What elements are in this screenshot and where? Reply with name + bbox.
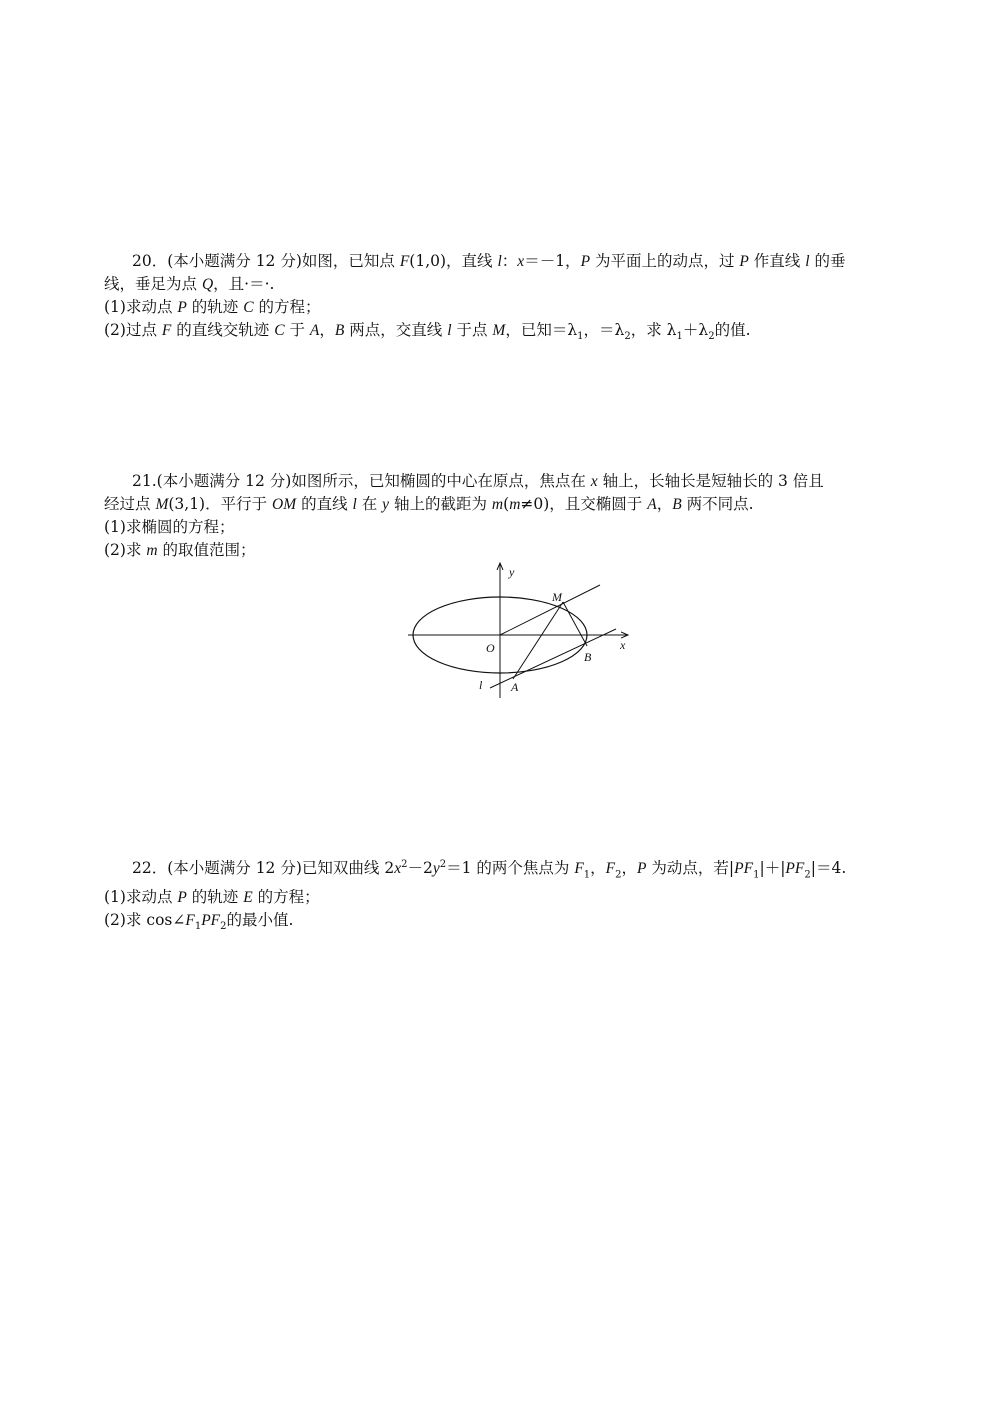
var-P: P (177, 889, 187, 907)
text: ，已知＝λ (505, 321, 578, 339)
subscript: 2 (708, 331, 715, 343)
problem-22 (104, 853, 904, 938)
var-y: y (382, 496, 390, 513)
problem-21-line-1 (104, 470, 904, 493)
ellipse-figure (400, 560, 640, 700)
label-A: A (511, 680, 519, 694)
var-P: P (177, 299, 187, 316)
text: (1)求动点 (104, 888, 178, 907)
var-A: A (309, 322, 320, 339)
subscript: 2 (804, 869, 811, 881)
var-Q: Q (201, 276, 214, 293)
text: 轴上，长轴长是短轴长的 3 倍且 (597, 472, 824, 490)
text: 于 (284, 321, 310, 339)
problem-20 (104, 250, 904, 348)
text: 经过点 (104, 495, 156, 513)
var-F: F (605, 860, 616, 878)
problem-20-line-2 (104, 273, 904, 296)
problem-21 (104, 470, 904, 562)
var-PF: PF (785, 860, 805, 878)
var-F: F (161, 322, 172, 339)
text: ＝1 的两个焦点为 (446, 859, 575, 878)
problem-21-question-2 (104, 539, 904, 562)
text: |＋| (759, 859, 786, 878)
var-m: m (491, 496, 504, 513)
var-C: C (243, 299, 254, 316)
var-F: F (574, 860, 584, 878)
problem-21-question-1 (104, 516, 904, 539)
problem-22-question-2 (104, 909, 904, 938)
text: ， (319, 321, 335, 339)
subscript: 1 (676, 331, 683, 343)
subscript: 2 (220, 921, 227, 933)
label-O: O (486, 641, 495, 655)
text: 作直线 (748, 252, 806, 270)
text: ， (590, 859, 606, 878)
text: (1)求动点 (104, 298, 178, 316)
text: 的直线 (296, 495, 353, 513)
var-PF: PF (734, 860, 754, 878)
text: －2 (407, 859, 433, 878)
text: ， (621, 859, 638, 878)
var-OM: OM (272, 496, 297, 513)
var-C: C (274, 322, 285, 339)
text: |＝4. (810, 859, 847, 878)
text: ( (503, 495, 510, 513)
label-l: l (479, 678, 483, 692)
var-l: l (447, 322, 452, 339)
text: 两点，交直线 (344, 321, 448, 339)
text: 的轨迹 (186, 888, 244, 907)
problem-20-question-1 (104, 296, 904, 319)
text: 20．(本小题满分 12 分)如图，已知点 (132, 252, 400, 270)
var-F: F (185, 912, 195, 930)
text: (2)过点 (104, 321, 162, 339)
text: 21.(本小题满分 12 分)如图所示，已知椭圆的中心在原点，焦点在 (132, 472, 591, 490)
var-l: l (497, 253, 502, 270)
text: (3,1)．平行于 (168, 495, 273, 513)
var-P: P (739, 253, 749, 270)
var-P: P (637, 860, 647, 878)
var-l: l (352, 496, 357, 513)
text: 在 (356, 495, 383, 513)
var-l: l (805, 253, 810, 270)
text: ＋λ (682, 321, 709, 339)
var-PF: PF (201, 912, 221, 930)
text: ＝－1， (524, 252, 581, 270)
problem-20-question-2 (104, 319, 904, 348)
var-x: x (517, 253, 525, 270)
label-B: B (584, 650, 592, 664)
text: ，求 λ (630, 321, 677, 339)
text: ≠0)，且交椭圆于 (520, 495, 648, 513)
var-B: B (334, 322, 345, 339)
text: 为动点，若| (646, 859, 735, 878)
subscript: 1 (753, 869, 760, 881)
text: ： (501, 252, 518, 270)
line-l (490, 629, 616, 688)
text: 的轨迹 (186, 298, 244, 316)
subscript: 1 (583, 869, 591, 881)
text: ， (656, 495, 673, 513)
problem-20-line-1 (104, 250, 904, 273)
var-x: x (394, 860, 402, 878)
label-y: y (509, 565, 515, 579)
text: 线，垂足为点 (104, 275, 202, 293)
subscript: 1 (577, 331, 584, 343)
var-P: P (580, 253, 591, 270)
text: 的方程； (252, 888, 320, 907)
var-M: M (492, 322, 506, 339)
label-x: x (620, 638, 626, 652)
text: 两不同点. (681, 495, 754, 513)
problem-22-question-1 (104, 886, 904, 909)
text: (2)求 cos∠ (104, 911, 186, 930)
label-M: M (552, 590, 562, 604)
text: 轴上的截距为 (389, 495, 492, 513)
var-F: F (399, 253, 410, 270)
text: ，且·＝·. (213, 275, 275, 293)
text: (1,0)，直线 (409, 252, 498, 270)
text: 于点 (451, 321, 493, 339)
var-B: B (672, 496, 682, 513)
text: 的值. (714, 321, 751, 339)
var-y: y (432, 860, 440, 878)
var-x: x (590, 473, 598, 490)
text: 的垂 (809, 252, 846, 270)
subscript: 2 (615, 869, 622, 881)
superscript: 2 (401, 859, 408, 870)
problem-21-line-2 (104, 493, 904, 516)
subscript: 2 (624, 331, 631, 343)
var-m: m (509, 496, 521, 513)
var-m: m (146, 542, 158, 559)
text: 22．(本小题满分 12 分)已知双曲线 2 (132, 859, 395, 878)
problem-22-line-1 (104, 853, 904, 886)
subscript: 1 (194, 921, 202, 933)
text: (2)求 (104, 541, 147, 559)
text: 的最小值. (226, 911, 294, 930)
var-E: E (243, 889, 253, 907)
text: 为平面上的动点，过 (590, 252, 740, 270)
var-A: A (647, 496, 657, 513)
superscript: 2 (439, 859, 447, 870)
var-M: M (155, 496, 169, 513)
segment-MA (513, 602, 563, 679)
text: 的取值范围； (157, 541, 256, 559)
text: 的直线交轨迹 (171, 321, 275, 339)
text: 的方程； (253, 298, 321, 316)
text: ，＝λ (583, 321, 625, 339)
text: (1)求椭圆的方程； (104, 518, 235, 536)
ellipse-diagram (400, 560, 640, 700)
